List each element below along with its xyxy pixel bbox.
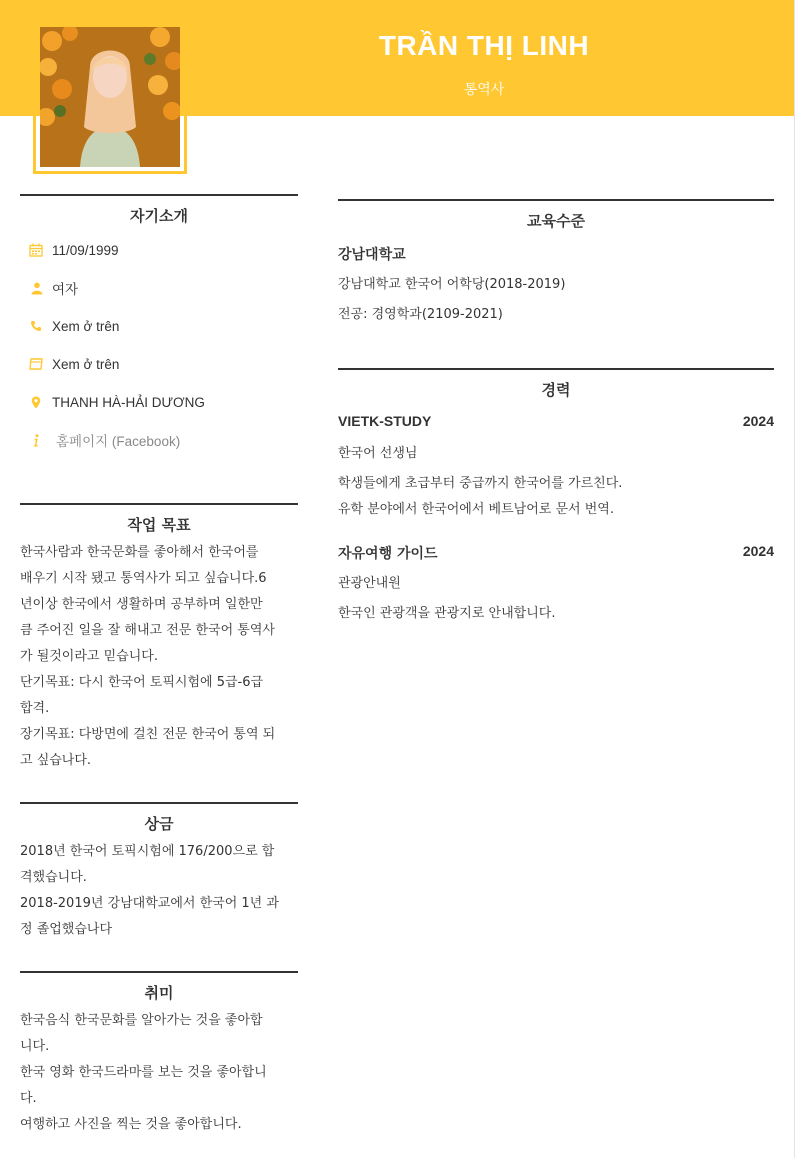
experience-title: 경력	[541, 381, 571, 399]
candidate-name: TRẦN THỊ LINH	[378, 30, 590, 61]
job-company: VIETK-STUDY	[338, 413, 432, 429]
hobbies-section	[20, 971, 298, 1138]
job-description	[338, 601, 774, 627]
awards-section	[20, 802, 298, 943]
job-entry	[338, 413, 774, 523]
profile-section	[20, 194, 298, 459]
objective-title: 작업 목표	[127, 516, 191, 534]
objective-section	[20, 503, 298, 774]
info-gender	[20, 269, 298, 307]
education-title: 교육수준	[527, 212, 585, 230]
gender-value: 여자	[52, 282, 79, 297]
info-birthdate	[20, 231, 298, 269]
address-value: THANH HÀ-HẢI DƯƠNG	[52, 394, 205, 410]
info-email	[20, 345, 298, 383]
profile-title: 자기소개	[130, 207, 188, 225]
info-icon	[20, 434, 52, 447]
education-line: 강남대학교 한국어 어학당(2018-2019)	[338, 277, 566, 292]
objective-line: 배우기 시작 됐고 통역사가 되고 싶습니다.6	[20, 571, 267, 586]
objective-line: 년이상 한국에서 생활하며 공부하며 일한만	[20, 597, 263, 612]
hobbies-line: 니다.	[20, 1039, 50, 1054]
hobbies-title: 취미	[144, 984, 174, 1002]
objective-line: 큼 주어진 일을 잘 해내고 전문 한국어 통역사	[20, 623, 275, 638]
page-edge	[794, 0, 795, 1158]
job-desc-line: 한국인 관광객을 관광지로 안내합니다.	[338, 606, 556, 621]
job-desc-line: 학생들에게 초급부터 중급까지 한국어를 가르친다.	[338, 476, 623, 491]
objective-line: 고 싶습나다.	[20, 753, 92, 768]
profile-photo	[40, 27, 180, 167]
education-line: 전공: 경영학과(2109-2021)	[338, 307, 503, 322]
hobbies-line: 한국 영화 한국드라마를 보는 것을 좋아합니	[20, 1065, 267, 1080]
experience-section	[338, 368, 774, 627]
awards-line: 2018년 한국어 토픽시험에 176/200으로 합	[20, 844, 275, 859]
right-column	[338, 199, 774, 627]
location-pin-icon	[20, 396, 52, 409]
info-phone	[20, 307, 298, 345]
awards-line: 격했습니다.	[20, 870, 87, 885]
email-icon	[20, 358, 52, 370]
job-role: 한국어 선생님	[338, 446, 418, 461]
job-year: 2024	[742, 413, 774, 429]
left-column	[20, 194, 298, 1138]
objective-line: 가 될것이라고 믿습니다.	[20, 649, 158, 664]
candidate-role: 통역사	[463, 82, 505, 98]
awards-title: 상금	[144, 815, 174, 833]
job-description	[338, 471, 774, 523]
calendar-icon	[20, 243, 52, 257]
education-school: 강남대학교	[338, 247, 406, 263]
awards-line: 2018-2019년 강남대학교에서 한국어 1년 과	[20, 896, 279, 911]
homepage-link[interactable]: 홈페이지 (Facebook)	[56, 434, 181, 449]
objective-line: 단기목표: 다시 한국어 토픽시험에 5급-6급	[20, 675, 264, 690]
job-desc-line: 유학 분야에서 한국어에서 베트남어로 문서 번역.	[338, 502, 614, 517]
job-company: 자유여행 가이드	[338, 546, 438, 562]
objective-line: 한국사람과 한국문화를 좋아해서 한국어를	[20, 545, 259, 560]
awards-line: 정 졸업했습나다	[20, 922, 113, 937]
hobbies-line: 다.	[20, 1091, 37, 1106]
education-section	[338, 199, 774, 330]
awards-text	[20, 839, 298, 943]
job-header	[338, 543, 774, 569]
job-role: 관광안내원	[338, 576, 401, 591]
job-header	[338, 413, 774, 439]
objective-line: 합격.	[20, 701, 50, 716]
person-icon	[20, 282, 52, 295]
info-homepage	[20, 421, 298, 459]
phone-icon	[20, 320, 52, 332]
job-year: 2024	[742, 543, 774, 559]
info-address	[20, 383, 298, 421]
objective-text	[20, 540, 298, 774]
hobbies-line: 한국음식 한국문화를 알아가는 것을 좋아합	[20, 1013, 263, 1028]
objective-line: 장기목표: 다방면에 걸친 전문 한국어 통역 되	[20, 727, 276, 742]
email-value: Xem ở trên	[52, 356, 120, 372]
hobbies-text	[20, 1008, 298, 1138]
birthdate-value: 11/09/1999	[52, 242, 119, 258]
hobbies-line: 여행하고 사진을 찍는 것을 좋아합니다.	[20, 1117, 242, 1132]
job-entry	[338, 543, 774, 627]
phone-value: Xem ở trên	[52, 318, 120, 334]
